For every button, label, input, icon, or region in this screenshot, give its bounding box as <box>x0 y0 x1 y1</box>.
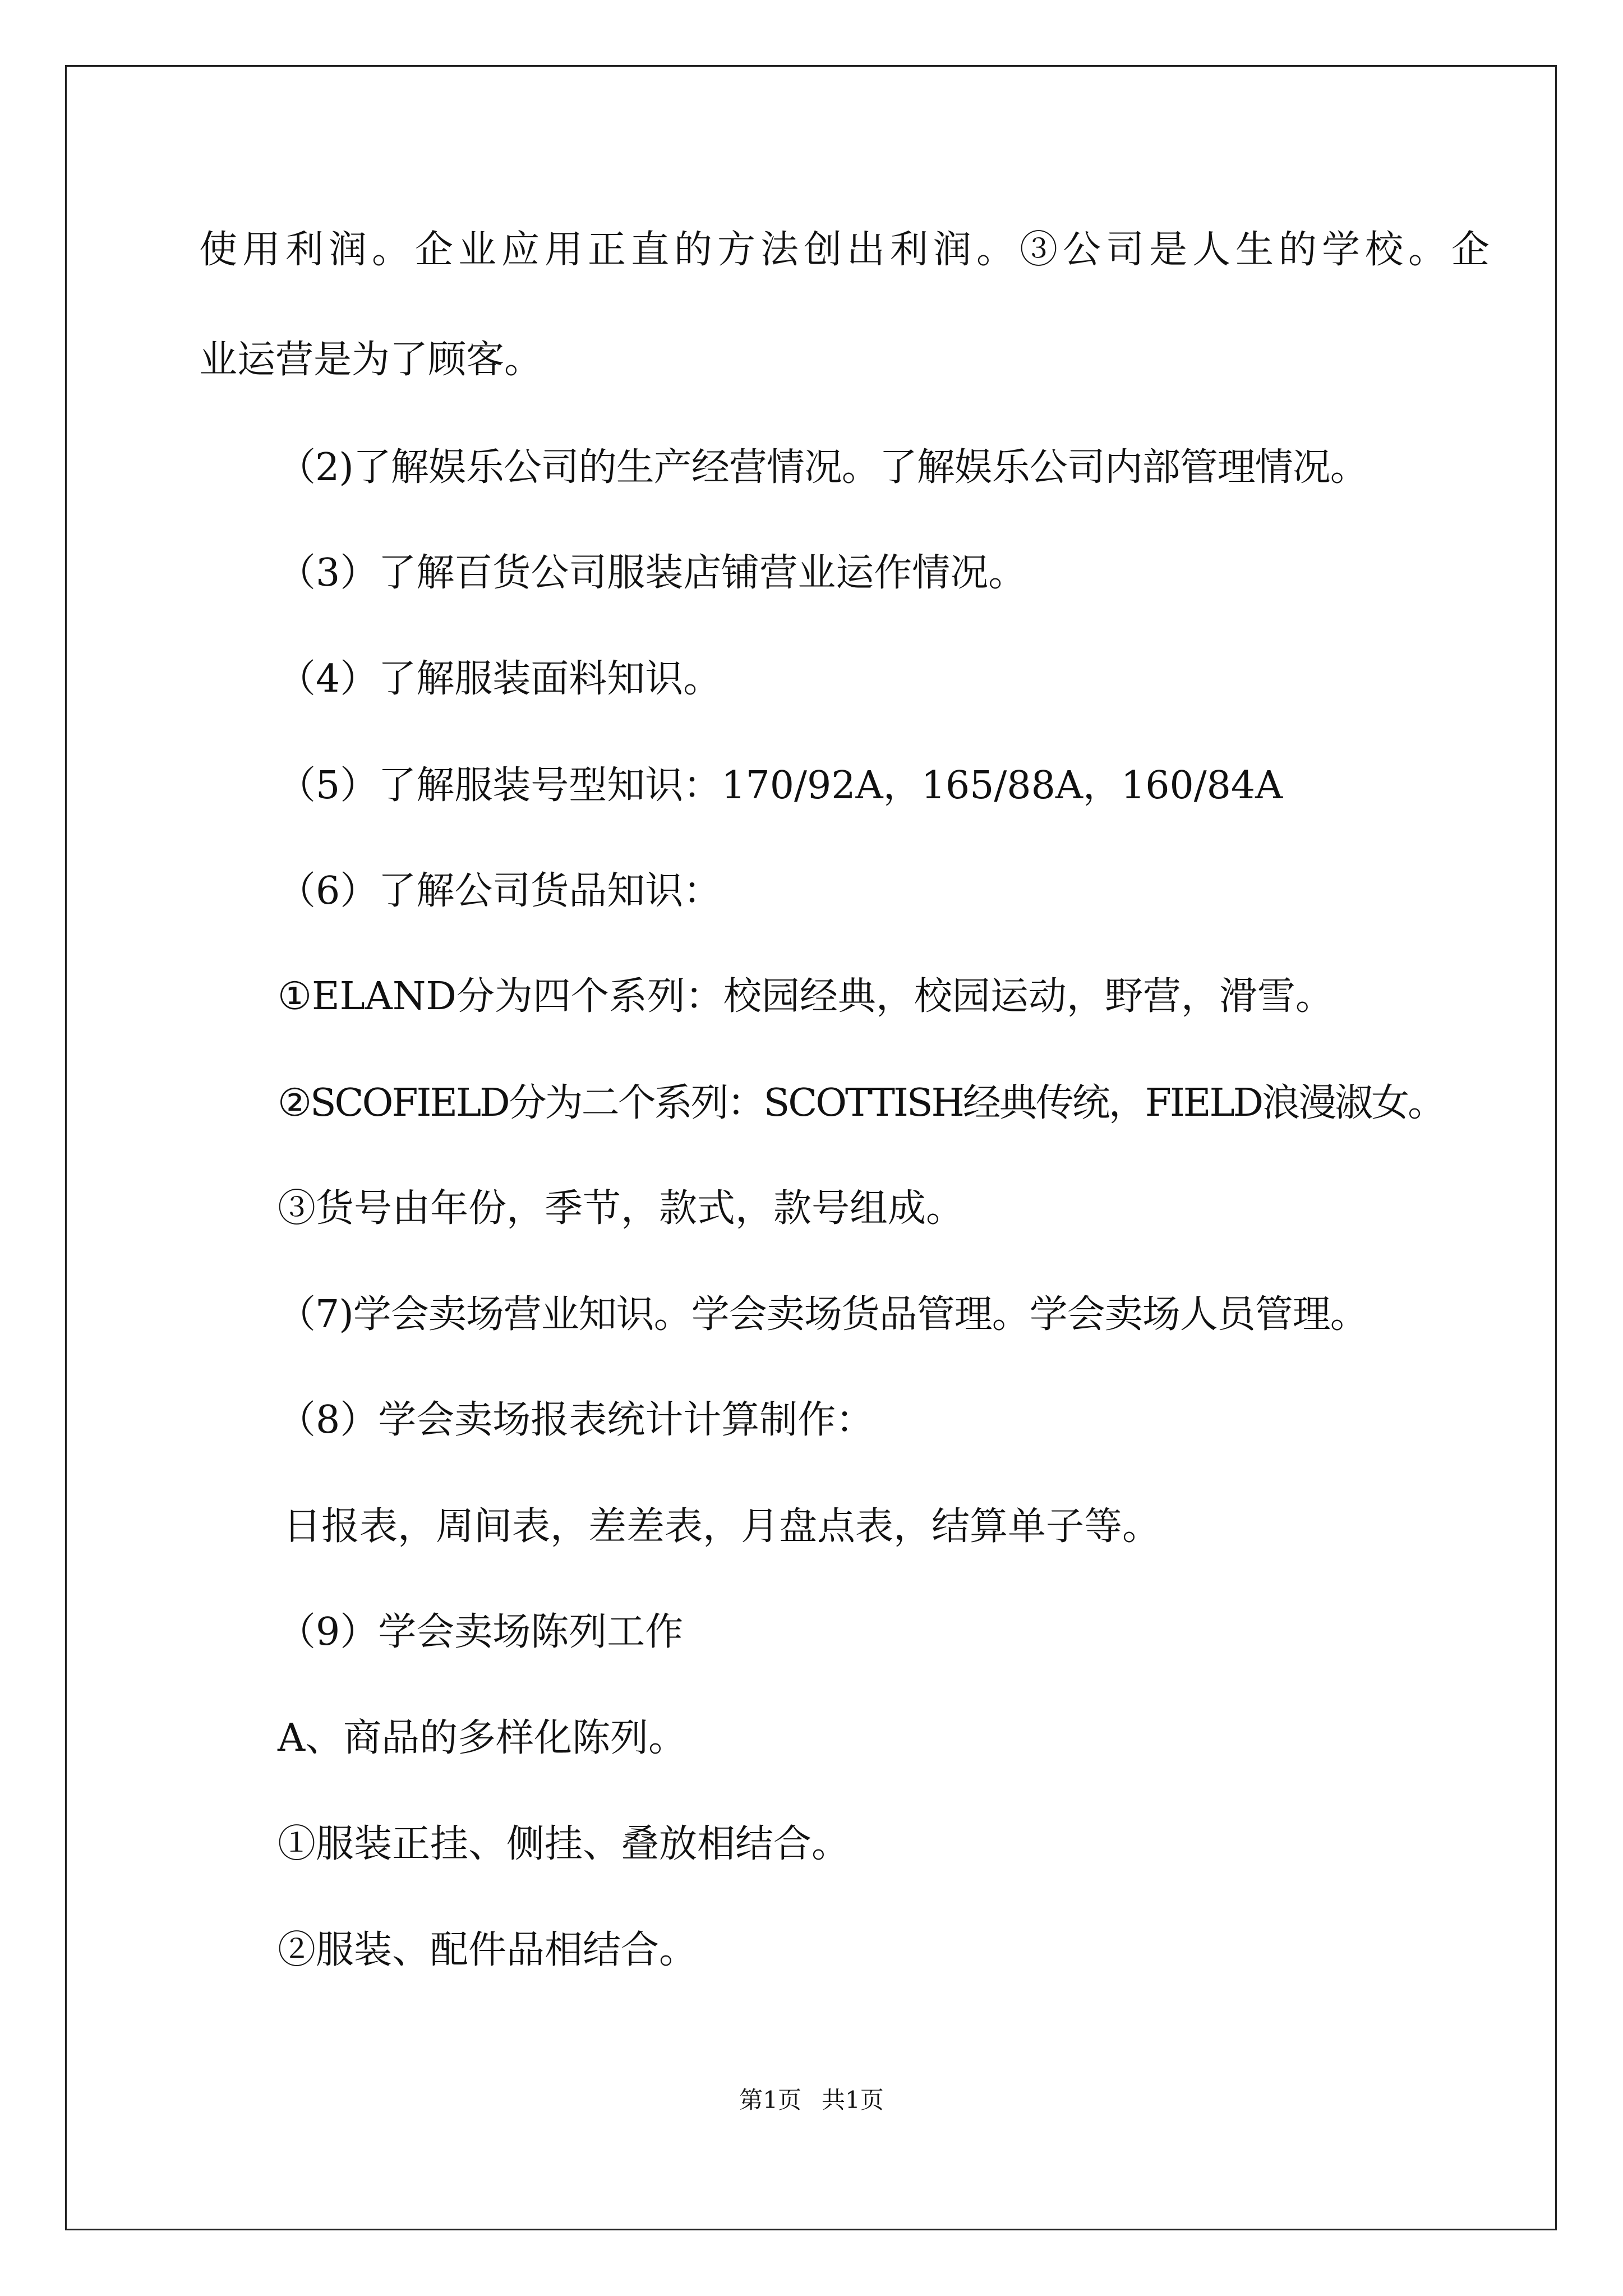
body-line-16: ①服装正挂、侧挂、叠放相结合。 <box>278 1822 850 1866</box>
body-line-17: ②服装、配件品相结合。 <box>278 1928 698 1972</box>
body-line-5: （4）了解服装面料知识。 <box>278 657 722 701</box>
body-line-11: （7)学会卖场营业知识。学会卖场货品管理。学会卖场人员管理。 <box>278 1292 1368 1337</box>
body-line-13: 日报表，周间表，差差表，月盘点表，结算单子等。 <box>283 1504 1161 1549</box>
page-total: 共1页 <box>822 2086 884 2114</box>
page-footer <box>0 2088 1623 2112</box>
body-line-12: （8）学会卖场报表统计计算制作： <box>278 1398 874 1442</box>
body-line-3: （2)了解娱乐公司的生产经营情况。了解娱乐公司内部管理情况。 <box>278 445 1368 490</box>
body-line-10: ③货号由年份，季节，款式，款号组成。 <box>278 1186 965 1231</box>
body-line-8: ①ELAND分为四个系列：校园经典，校园运动，野营，滑雪。 <box>278 974 1334 1019</box>
body-line-7: （6）了解公司货品知识： <box>278 869 722 913</box>
body-line-14: （9）学会卖场陈列工作 <box>278 1610 684 1654</box>
body-line-9: ②SCOFIELD分为二个系列：SCOTTISH经典传统，FIELD浪漫淑女。 <box>278 1081 1445 1125</box>
body-line-15: A、商品的多样化陈列。 <box>278 1716 687 1760</box>
body-line-6: （5）了解服装号型知识：170/92A，165/88A，160/84A <box>278 763 1283 808</box>
page-number: 第1页 <box>739 2086 801 2114</box>
page-border <box>65 65 1557 2230</box>
body-line-4: （3）了解百货公司服装店铺营业运作情况。 <box>278 551 1027 595</box>
body-line-1: 使用利润。企业应用正直的方法创出利润。③公司是人生的学校。企 <box>199 228 1495 272</box>
body-line-2: 业运营是为了顾客。 <box>199 338 543 382</box>
